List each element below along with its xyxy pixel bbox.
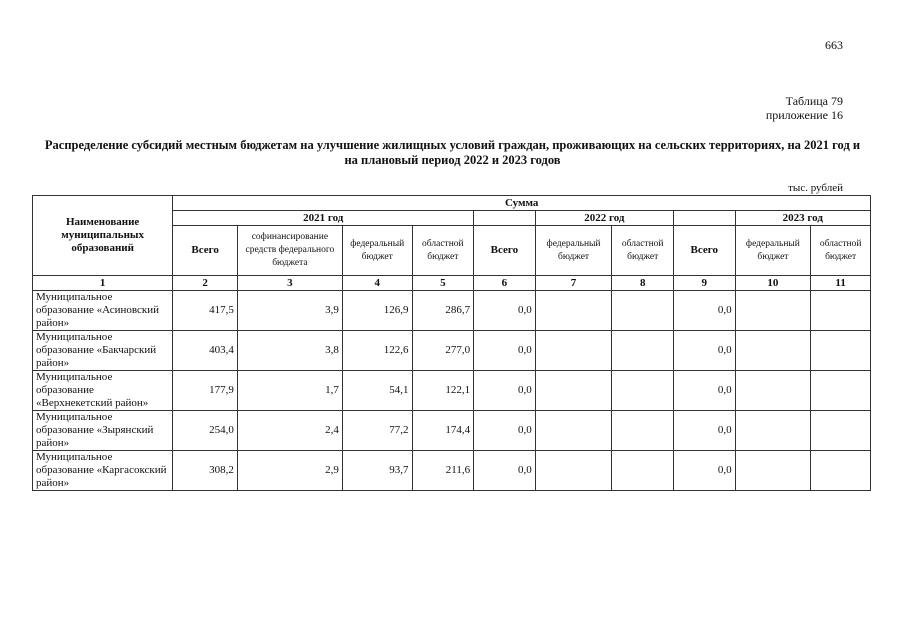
column-number: 4 [342, 276, 412, 291]
cell-value: 177,9 [173, 371, 238, 411]
cell-value: 3,8 [237, 331, 342, 371]
cell-value: 0,0 [474, 411, 536, 451]
table-row [33, 331, 871, 371]
cell-value: 3,9 [237, 291, 342, 331]
cell-value: 0,0 [474, 331, 536, 371]
header-2023-total: Всего [673, 226, 735, 276]
cell-value: 174,4 [412, 411, 474, 451]
cell-value [612, 451, 674, 491]
table-row [33, 451, 871, 491]
column-number: 3 [237, 276, 342, 291]
cell-value: 0,0 [474, 291, 536, 331]
cell-value: 0,0 [673, 371, 735, 411]
cell-value [612, 331, 674, 371]
column-number: 8 [612, 276, 674, 291]
table-reference [766, 94, 843, 122]
cell-value: 126,9 [342, 291, 412, 331]
header-2023: 2023 год [735, 211, 870, 226]
cell-value: 0,0 [673, 331, 735, 371]
table-row [33, 371, 871, 411]
cell-value: 308,2 [173, 451, 238, 491]
cell-value [811, 291, 871, 331]
cell-value [535, 331, 612, 371]
cell-value: 54,1 [342, 371, 412, 411]
subsidy-table [32, 195, 871, 491]
header-2023-federal: федеральный бюджет [735, 226, 811, 276]
cell-value: 277,0 [412, 331, 474, 371]
row-name: Муниципальное образование «Верхнекетский район» [33, 371, 173, 411]
row-name: Муниципальное образование «Асиновский район» [33, 291, 173, 331]
page-number: 663 [825, 38, 843, 52]
column-number: 9 [673, 276, 735, 291]
cell-value [735, 451, 811, 491]
cell-value: 286,7 [412, 291, 474, 331]
column-number: 5 [412, 276, 474, 291]
header-2022-federal: федеральный бюджет [535, 226, 612, 276]
header-sum: Сумма [173, 196, 871, 211]
header-2022-spacer [474, 211, 536, 226]
header-name: Наименование муниципальных образований [33, 196, 173, 276]
column-number-row [33, 276, 871, 291]
document-title: Распределение субсидий местным бюджетам на улучшение жилищных условий граждан, проживающих на сельских территориях, на 2021 год и на плановый период 2022 и 2023 годов [44, 138, 861, 167]
cell-value: 0,0 [673, 291, 735, 331]
cell-value [735, 371, 811, 411]
cell-value: 211,6 [412, 451, 474, 491]
column-number: 11 [811, 276, 871, 291]
cell-value: 403,4 [173, 331, 238, 371]
cell-value [735, 291, 811, 331]
cell-value: 93,7 [342, 451, 412, 491]
header-2022-regional: областной бюджет [612, 226, 674, 276]
cell-value: 77,2 [342, 411, 412, 451]
header-2023-regional: областной бюджет [811, 226, 871, 276]
cell-value: 1,7 [237, 371, 342, 411]
appendix-label: приложение 16 [765, 108, 843, 122]
header-2021-total: Всего [173, 226, 238, 276]
header-2023-spacer [673, 211, 735, 226]
cell-value [612, 411, 674, 451]
cell-value: 0,0 [474, 371, 536, 411]
cell-value: 0,0 [673, 411, 735, 451]
cell-value: 122,6 [342, 331, 412, 371]
row-name: Муниципальное образование «Бакчарский район» [33, 331, 173, 371]
cell-value [612, 291, 674, 331]
cell-value: 0,0 [474, 451, 536, 491]
header-2022: 2022 год [535, 211, 673, 226]
cell-value [535, 291, 612, 331]
column-number: 2 [173, 276, 238, 291]
cell-value: 122,1 [412, 371, 474, 411]
cell-value [735, 331, 811, 371]
header-2021: 2021 год [173, 211, 474, 226]
header-2021-regional: областной бюджет [412, 226, 474, 276]
column-number: 10 [735, 276, 811, 291]
units-label: тыс. рублей [788, 182, 843, 194]
cell-value [612, 371, 674, 411]
cell-value [811, 451, 871, 491]
header-2022-total: Всего [474, 226, 536, 276]
cell-value [811, 331, 871, 371]
cell-value: 2,4 [237, 411, 342, 451]
column-number: 1 [33, 276, 173, 291]
row-name: Муниципальное образование «Зырянский район» [33, 411, 173, 451]
table-row [33, 291, 871, 331]
table-label: Таблица 79 [785, 94, 843, 108]
cell-value: 254,0 [173, 411, 238, 451]
cell-value [735, 411, 811, 451]
row-name: Муниципальное образование «Каргасокский район» [33, 451, 173, 491]
cell-value [811, 411, 871, 451]
cell-value [535, 451, 612, 491]
cell-value [811, 371, 871, 411]
header-2021-federal: федеральный бюджет [342, 226, 412, 276]
column-number: 6 [474, 276, 536, 291]
column-number: 7 [535, 276, 612, 291]
cell-value: 417,5 [173, 291, 238, 331]
table-row [33, 411, 871, 451]
header-2021-cofinancing: софинансирование средств федерального бюджета [237, 226, 342, 276]
cell-value [535, 371, 612, 411]
cell-value: 0,0 [673, 451, 735, 491]
cell-value: 2,9 [237, 451, 342, 491]
cell-value [535, 411, 612, 451]
